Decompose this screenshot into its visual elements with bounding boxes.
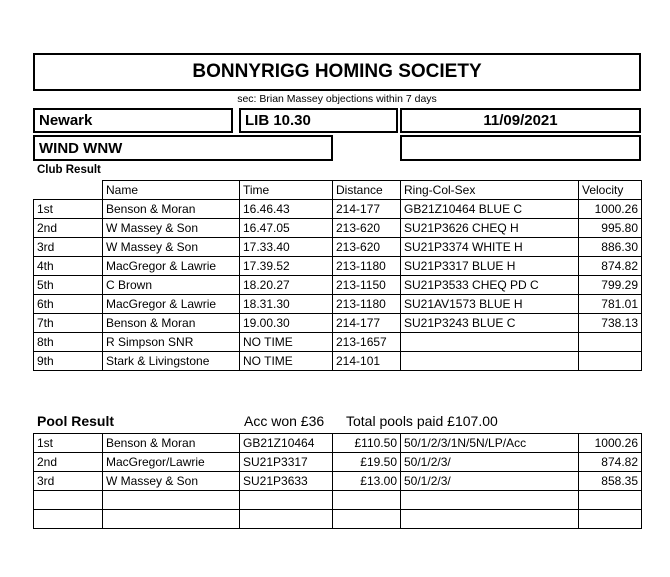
secretary-note: sec: Brian Massey objections within 7 days <box>237 93 437 105</box>
cell-pos: 8th <box>34 333 103 352</box>
cell-pools <box>401 510 579 529</box>
cell-distance: 213-1657 <box>333 333 401 352</box>
cell-velocity: 995.80 <box>579 219 642 238</box>
cell-amount: £110.50 <box>333 434 401 453</box>
club-result-label: Club Result <box>37 164 101 176</box>
cell-ring: SU21P3374 WHITE H <box>401 238 579 257</box>
table-row <box>34 352 642 371</box>
pool-result-label: Pool Result <box>37 413 115 429</box>
cell-distance: 213-620 <box>333 219 401 238</box>
cell-name: W Massey & Son <box>103 238 240 257</box>
cell-pos <box>34 491 103 510</box>
cell-ring: SU21P3317 BLUE H <box>401 257 579 276</box>
table-row <box>34 491 642 510</box>
cell-ring: GB21Z10464 <box>240 434 333 453</box>
cell-pos: 9th <box>34 352 103 371</box>
cell-distance: 213-1180 <box>333 257 401 276</box>
liberation-time: LIB 10.30 <box>239 108 398 133</box>
cell-velocity: 858.35 <box>579 472 642 491</box>
table-row <box>34 238 642 257</box>
cell-pools: 50/1/2/3/1N/5N/LP/Acc <box>401 434 579 453</box>
table-row <box>34 200 642 219</box>
cell-time: 18.20.27 <box>240 276 333 295</box>
cell-distance: 214-177 <box>333 200 401 219</box>
cell-time: 17.39.52 <box>240 257 333 276</box>
cell-name: Benson & Moran <box>103 200 240 219</box>
cell-name: Benson & Moran <box>103 314 240 333</box>
cell-name: W Massey & Son <box>103 219 240 238</box>
club-result-table <box>33 180 642 371</box>
header-time: Time <box>240 181 333 200</box>
cell-velocity: 799.29 <box>579 276 642 295</box>
cell-name <box>103 491 240 510</box>
acc-won: Acc won £36 <box>244 413 325 429</box>
cell-amount <box>333 510 401 529</box>
cell-name <box>103 510 240 529</box>
cell-pos: 6th <box>34 295 103 314</box>
cell-pos: 5th <box>34 276 103 295</box>
cell-ring <box>401 333 579 352</box>
cell-time: 19.00.30 <box>240 314 333 333</box>
table-row <box>34 453 642 472</box>
table-row <box>34 295 642 314</box>
table-row <box>34 276 642 295</box>
cell-time: NO TIME <box>240 333 333 352</box>
cell-velocity: 738.13 <box>579 314 642 333</box>
table-row <box>34 434 642 453</box>
cell-distance: 213-1150 <box>333 276 401 295</box>
header-name: Name <box>103 181 240 200</box>
cell-amount: £13.00 <box>333 472 401 491</box>
cell-amount: £19.50 <box>333 453 401 472</box>
header-velocity: Velocity <box>579 181 642 200</box>
cell-ring <box>240 510 333 529</box>
cell-pos: 7th <box>34 314 103 333</box>
cell-distance: 214-177 <box>333 314 401 333</box>
cell-distance: 213-1180 <box>333 295 401 314</box>
header-pos <box>34 181 103 200</box>
race-date: 11/09/2021 <box>400 108 641 133</box>
cell-pos: 3rd <box>34 472 103 491</box>
blank-box <box>400 135 641 161</box>
cell-pos: 1st <box>34 434 103 453</box>
cell-ring: SU21P3317 <box>240 453 333 472</box>
cell-pos: 1st <box>34 200 103 219</box>
cell-velocity: 1000.26 <box>579 434 642 453</box>
table-row <box>34 257 642 276</box>
cell-name: MacGregor & Lawrie <box>103 295 240 314</box>
cell-velocity <box>579 510 642 529</box>
cell-pos: 4th <box>34 257 103 276</box>
wind-direction: WIND WNW <box>33 135 333 161</box>
pool-result-table <box>33 433 642 529</box>
cell-ring <box>240 491 333 510</box>
table-row <box>34 472 642 491</box>
cell-velocity <box>579 352 642 371</box>
cell-name: MacGregor/Lawrie <box>103 453 240 472</box>
cell-pools: 50/1/2/3/ <box>401 472 579 491</box>
cell-velocity <box>579 491 642 510</box>
page-title: BONNYRIGG HOMING SOCIETY <box>33 53 641 91</box>
cell-pos: 2nd <box>34 219 103 238</box>
cell-ring: SU21P3533 CHEQ PD C <box>401 276 579 295</box>
header-distance: Distance <box>333 181 401 200</box>
cell-pools <box>401 491 579 510</box>
cell-velocity: 1000.26 <box>579 200 642 219</box>
club-header-row <box>34 181 642 200</box>
cell-ring: SU21P3626 CHEQ H <box>401 219 579 238</box>
cell-velocity: 781.01 <box>579 295 642 314</box>
cell-ring: SU21AV1573 BLUE H <box>401 295 579 314</box>
cell-pools: 50/1/2/3/ <box>401 453 579 472</box>
cell-pos <box>34 510 103 529</box>
cell-distance: 213-620 <box>333 238 401 257</box>
cell-time: 17.33.40 <box>240 238 333 257</box>
cell-velocity <box>579 333 642 352</box>
cell-velocity: 874.82 <box>579 257 642 276</box>
cell-pos: 3rd <box>34 238 103 257</box>
cell-time: 18.31.30 <box>240 295 333 314</box>
table-row <box>34 219 642 238</box>
cell-name: MacGregor & Lawrie <box>103 257 240 276</box>
cell-time: 16.47.05 <box>240 219 333 238</box>
cell-name: W Massey & Son <box>103 472 240 491</box>
race-location: Newark <box>33 108 233 133</box>
cell-ring: SU21P3243 BLUE C <box>401 314 579 333</box>
header-ring: Ring-Col-Sex <box>401 181 579 200</box>
cell-pos: 2nd <box>34 453 103 472</box>
cell-time: 16.46.43 <box>240 200 333 219</box>
cell-ring: GB21Z10464 BLUE C <box>401 200 579 219</box>
cell-distance: 214-101 <box>333 352 401 371</box>
cell-ring <box>401 352 579 371</box>
cell-name: Stark & Livingstone <box>103 352 240 371</box>
cell-velocity: 874.82 <box>579 453 642 472</box>
total-pools-paid: Total pools paid £107.00 <box>346 413 498 429</box>
cell-velocity: 886.30 <box>579 238 642 257</box>
cell-name: R Simpson SNR <box>103 333 240 352</box>
cell-name: C Brown <box>103 276 240 295</box>
table-row <box>34 510 642 529</box>
table-row <box>34 333 642 352</box>
cell-amount <box>333 491 401 510</box>
cell-name: Benson & Moran <box>103 434 240 453</box>
table-row <box>34 314 642 333</box>
cell-ring: SU21P3633 <box>240 472 333 491</box>
cell-time: NO TIME <box>240 352 333 371</box>
